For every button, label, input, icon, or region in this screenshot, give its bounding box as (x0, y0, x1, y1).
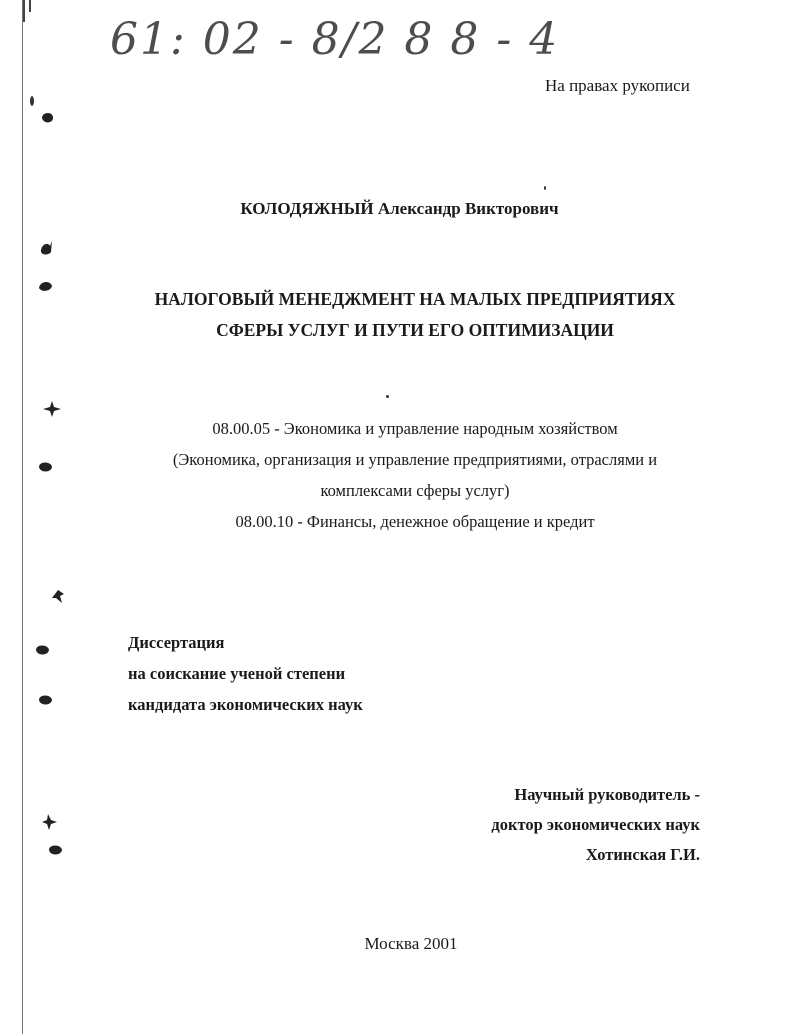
specialty-line: 08.00.10 - Финансы, денежное обращение и кредит (235, 512, 595, 531)
scan-speck (386, 395, 389, 398)
scan-speck (30, 96, 34, 106)
specialty-line: 08.00.05 - Экономика и управление народным хозяйством (212, 419, 618, 438)
binding-hole-mark (42, 399, 62, 419)
binding-hole-mark (33, 640, 53, 660)
handwritten-number-text: 61: 02 - 8/2 8 8 - 4 (110, 14, 560, 65)
degree-line: Диссертация (128, 633, 225, 652)
binding-hole-mark (46, 840, 66, 860)
rights-note: На правах рукописи (545, 76, 690, 95)
title-line: СФЕРЫ УСЛУГ И ПУТИ ЕГО ОПТИМИЗАЦИИ (216, 320, 614, 340)
advisor-line: Научный руководитель - (514, 785, 700, 804)
advisor-line: доктор экономических наук (491, 815, 700, 834)
scan-mark (22, 0, 32, 22)
city-year: Москва 2001 (364, 934, 458, 953)
handwritten-number (110, 14, 560, 104)
degree-block (128, 627, 363, 720)
binding-hole-mark (36, 276, 56, 296)
degree-line: на соискание ученой степени (128, 664, 346, 683)
specialty-line: комплексами сферы услуг) (320, 481, 510, 500)
title-line: НАЛОГОВЫЙ МЕНЕДЖМЕНТ НА МАЛЫХ ПРЕДПРИЯТИЯХ (154, 289, 676, 309)
scan-speck (544, 186, 546, 190)
dissertation-title (0, 284, 799, 346)
binding-hole-mark (36, 690, 56, 710)
binding-hole-mark (36, 457, 56, 477)
author-name: КОЛОДЯЖНЫЙ Александр Викторович (240, 199, 559, 218)
advisor-line: Хотинская Г.И. (585, 845, 700, 864)
specialty-line: (Экономика, организация и управление предприятиями, отраслями и (172, 450, 658, 469)
degree-line: кандидата экономических наук (128, 695, 363, 714)
specialty-block (0, 413, 799, 537)
binding-hole-mark (48, 586, 68, 606)
binding-hole-mark (36, 238, 56, 258)
binding-hole-mark (40, 812, 60, 832)
advisor-block (400, 780, 700, 870)
binding-hole-mark (38, 108, 58, 128)
